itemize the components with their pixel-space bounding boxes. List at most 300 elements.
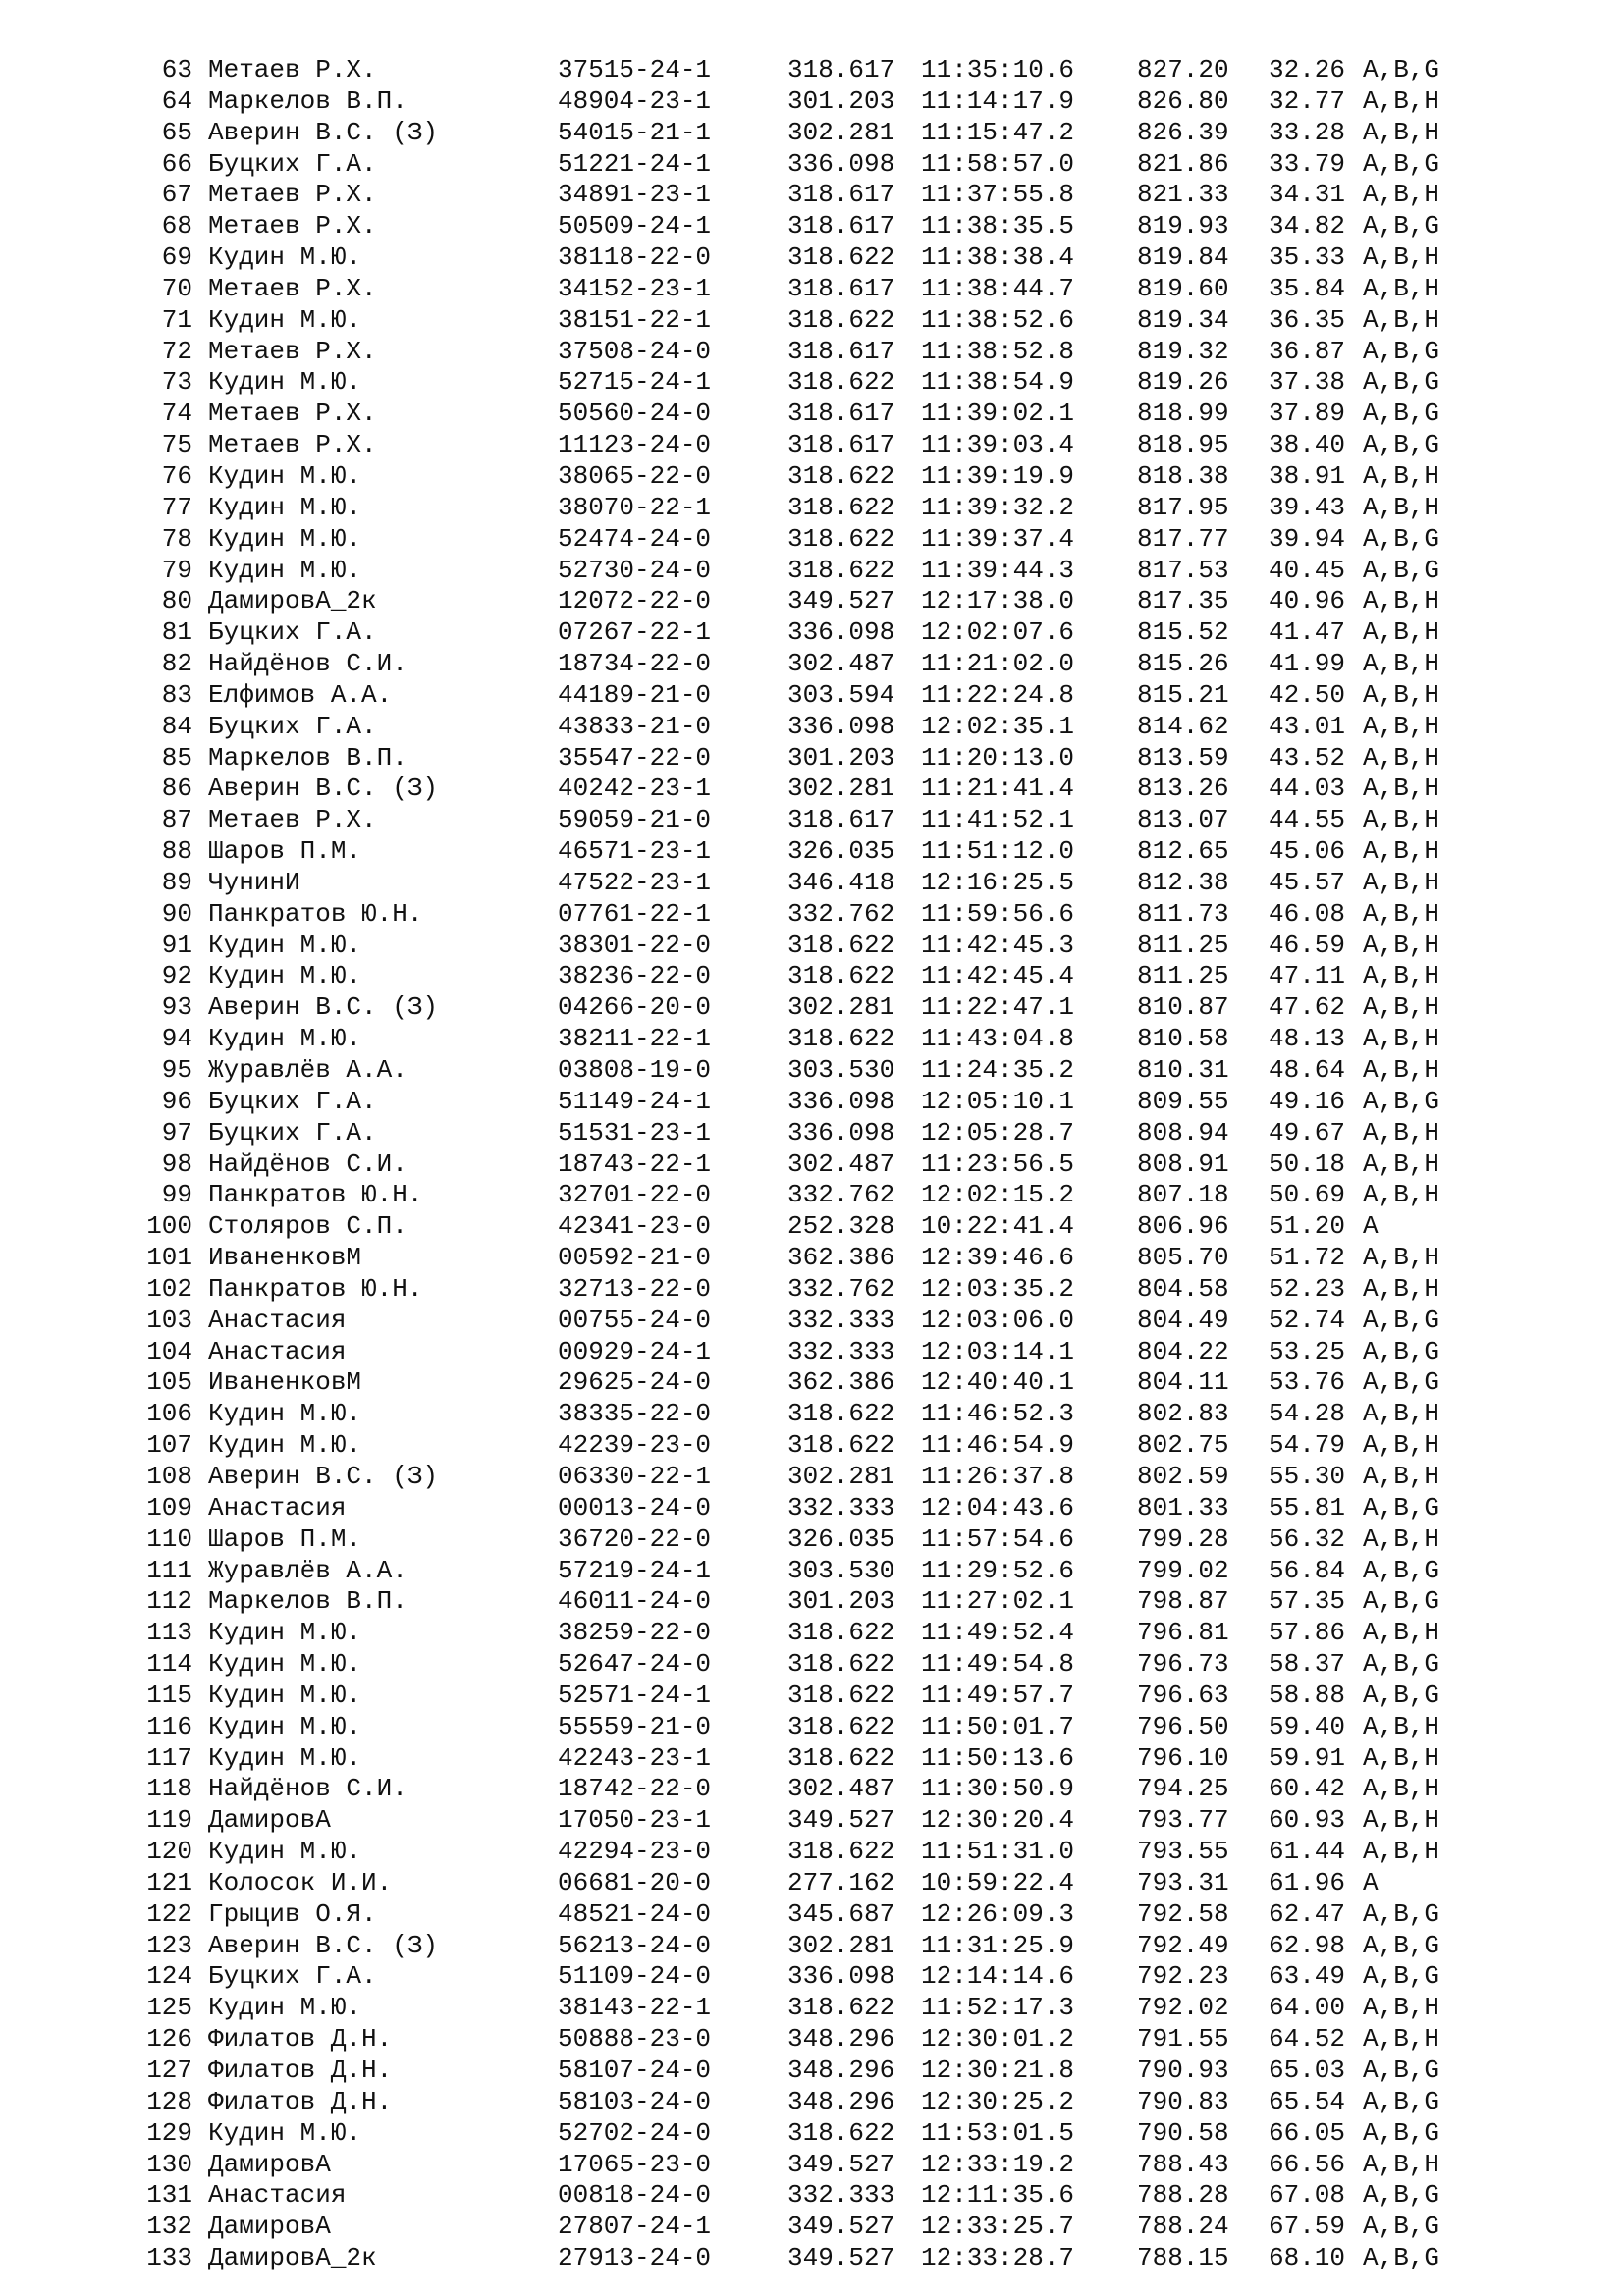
ring-number: 32701-22-0: [558, 1180, 712, 1210]
ring-number: 36720-22-0: [558, 1523, 712, 1554]
coefficient: 38.40: [1269, 430, 1346, 460]
table-row: [0, 992, 1624, 1024]
distance: 318.622: [787, 1711, 895, 1741]
speed: 798.87: [1137, 1586, 1229, 1617]
distance: 336.098: [787, 148, 895, 179]
ring-number: 37508-24-0: [558, 336, 712, 366]
coefficient: 61.44: [1269, 1837, 1346, 1867]
category-flags: A,B,H: [1363, 1742, 1440, 1773]
ring-number: 38236-22-0: [558, 961, 712, 991]
coefficient: 36.87: [1269, 336, 1346, 366]
table-row: [0, 556, 1624, 587]
coefficient: 38.91: [1269, 460, 1346, 491]
participant-name: Кудин М.Ю.: [208, 1837, 362, 1867]
speed: 815.26: [1137, 649, 1229, 679]
arrival-time: 11:39:03.4: [921, 430, 1075, 460]
distance: 318.622: [787, 1837, 895, 1867]
table-row: [0, 680, 1624, 712]
arrival-time: 11:21:02.0: [921, 649, 1075, 679]
place-number: 81: [161, 617, 192, 648]
category-flags: A,B,G: [1363, 148, 1440, 179]
speed: 817.77: [1137, 523, 1229, 554]
participant-name: Кудин М.Ю.: [208, 930, 362, 960]
participant-name: Буцких Г.А.: [208, 1961, 377, 1992]
speed: 790.83: [1137, 2086, 1229, 2116]
place-number: 102: [146, 1273, 192, 1304]
speed: 796.81: [1137, 1618, 1229, 1648]
place-number: 74: [161, 399, 192, 429]
speed: 805.70: [1137, 1243, 1229, 1273]
coefficient: 60.42: [1269, 1774, 1346, 1804]
participant-name: Кудин М.Ю.: [208, 555, 362, 585]
category-flags: A,B,H: [1363, 1837, 1440, 1867]
participant-name: Кудин М.Ю.: [208, 1430, 362, 1461]
arrival-time: 11:38:52.6: [921, 304, 1075, 335]
category-flags: A,B,H: [1363, 304, 1440, 335]
coefficient: 52.74: [1269, 1305, 1346, 1335]
table-row: [0, 1055, 1624, 1087]
ring-number: 00929-24-1: [558, 1336, 712, 1366]
participant-name: Шаров П.М.: [208, 1523, 362, 1554]
participant-name: Найдёнов С.И.: [208, 1148, 407, 1179]
participant-name: Метаев Р.Х.: [208, 399, 377, 429]
category-flags: A,B,G: [1363, 2212, 1440, 2242]
arrival-time: 11:22:24.8: [921, 679, 1075, 710]
table-row: [0, 149, 1624, 181]
participant-name: Кудин М.Ю.: [208, 2117, 362, 2148]
arrival-time: 12:03:14.1: [921, 1336, 1075, 1366]
participant-name: Кудин М.Ю.: [208, 1711, 362, 1741]
category-flags: A,B,H: [1363, 836, 1440, 867]
arrival-time: 12:33:25.7: [921, 2212, 1075, 2242]
speed: 808.91: [1137, 1148, 1229, 1179]
category-flags: A,B,H: [1363, 1243, 1440, 1273]
participant-name: Аверин В.С. (З): [208, 1461, 439, 1491]
distance: 318.622: [787, 1399, 895, 1429]
coefficient: 66.05: [1269, 2117, 1346, 2148]
coefficient: 44.03: [1269, 774, 1346, 804]
category-flags: A,B,H: [1363, 586, 1440, 616]
category-flags: A,B,G: [1363, 55, 1440, 84]
distance: 336.098: [787, 1961, 895, 1992]
distance: 318.617: [787, 55, 895, 84]
table-row: [0, 524, 1624, 556]
table-row: [0, 805, 1624, 836]
coefficient: 49.16: [1269, 1086, 1346, 1116]
participant-name: Панкратов Ю.Н.: [208, 1180, 423, 1210]
speed: 809.55: [1137, 1086, 1229, 1116]
ring-number: 52571-24-1: [558, 1680, 712, 1710]
coefficient: 40.96: [1269, 586, 1346, 616]
table-row: [0, 1337, 1624, 1368]
place-number: 80: [161, 586, 192, 616]
arrival-time: 11:46:52.3: [921, 1399, 1075, 1429]
distance: 336.098: [787, 711, 895, 741]
speed: 792.02: [1137, 1993, 1229, 2023]
distance: 348.296: [787, 2024, 895, 2055]
arrival-time: 12:16:25.5: [921, 867, 1075, 897]
distance: 318.622: [787, 523, 895, 554]
coefficient: 44.55: [1269, 805, 1346, 835]
arrival-time: 11:38:35.5: [921, 211, 1075, 241]
coefficient: 55.30: [1269, 1461, 1346, 1491]
arrival-time: 12:02:15.2: [921, 1180, 1075, 1210]
table-row: [0, 1211, 1624, 1243]
coefficient: 37.89: [1269, 399, 1346, 429]
distance: 252.328: [787, 1211, 895, 1242]
category-flags: A,B,G: [1363, 1961, 1440, 1992]
speed: 806.96: [1137, 1211, 1229, 1242]
participant-name: Кудин М.Ю.: [208, 1399, 362, 1429]
participant-name: ИваненковМ: [208, 1367, 362, 1398]
table-row: [0, 2180, 1624, 2212]
arrival-time: 12:26:09.3: [921, 1898, 1075, 1929]
category-flags: A,B,H: [1363, 2149, 1440, 2179]
distance: 349.527: [787, 1805, 895, 1836]
coefficient: 59.40: [1269, 1711, 1346, 1741]
place-number: 84: [161, 711, 192, 741]
ring-number: 07761-22-1: [558, 898, 712, 929]
speed: 801.33: [1137, 1492, 1229, 1522]
arrival-time: 11:23:56.5: [921, 1148, 1075, 1179]
coefficient: 46.59: [1269, 930, 1346, 960]
place-number: 119: [146, 1805, 192, 1836]
speed: 792.23: [1137, 1961, 1229, 1992]
coefficient: 56.84: [1269, 1555, 1346, 1585]
place-number: 133: [146, 2243, 192, 2273]
ring-number: 42341-23-0: [558, 1211, 712, 1242]
category-flags: A,B,G: [1363, 211, 1440, 241]
arrival-time: 11:50:13.6: [921, 1742, 1075, 1773]
category-flags: A,B,G: [1363, 1555, 1440, 1585]
ring-number: 00818-24-0: [558, 2180, 712, 2211]
distance: 332.333: [787, 1492, 895, 1522]
arrival-time: 11:20:13.0: [921, 742, 1075, 773]
coefficient: 32.77: [1269, 85, 1346, 116]
place-number: 82: [161, 649, 192, 679]
speed: 817.35: [1137, 586, 1229, 616]
ring-number: 52647-24-0: [558, 1649, 712, 1680]
distance: 348.296: [787, 2056, 895, 2085]
ring-number: 46011-24-0: [558, 1586, 712, 1617]
coefficient: 63.49: [1269, 1961, 1346, 1992]
table-row: [0, 242, 1624, 274]
category-flags: A,B,H: [1363, 1180, 1440, 1210]
distance: 348.296: [787, 2086, 895, 2116]
speed: 788.43: [1137, 2149, 1229, 2179]
coefficient: 34.31: [1269, 180, 1346, 210]
coefficient: 57.86: [1269, 1618, 1346, 1648]
category-flags: A,B,H: [1363, 1399, 1440, 1429]
category-flags: A,B,G: [1363, 1305, 1440, 1335]
participant-name: Буцких Г.А.: [208, 1086, 377, 1116]
place-number: 105: [146, 1367, 192, 1398]
arrival-time: 11:38:44.7: [921, 273, 1075, 303]
table-row: [0, 586, 1624, 617]
arrival-time: 11:26:37.8: [921, 1461, 1075, 1491]
arrival-time: 12:03:06.0: [921, 1305, 1075, 1335]
participant-name: Кудин М.Ю.: [208, 1993, 362, 2023]
table-row: [0, 1681, 1624, 1712]
results-list: [0, 55, 1624, 2274]
coefficient: 68.10: [1269, 2243, 1346, 2273]
ring-number: 58107-24-0: [558, 2056, 712, 2085]
distance: 318.622: [787, 460, 895, 491]
table-row: [0, 305, 1624, 337]
speed: 815.52: [1137, 617, 1229, 648]
participant-name: Найдёнов С.И.: [208, 1774, 407, 1804]
participant-name: ДамировА: [208, 2149, 331, 2179]
place-number: 113: [146, 1618, 192, 1648]
table-row: [0, 836, 1624, 868]
table-row: [0, 1712, 1624, 1743]
participant-name: Кудин М.Ю.: [208, 1742, 362, 1773]
participant-name: Анастасия: [208, 1492, 347, 1522]
table-row: [0, 1149, 1624, 1181]
coefficient: 42.50: [1269, 679, 1346, 710]
place-number: 108: [146, 1461, 192, 1491]
participant-name: Буцких Г.А.: [208, 1117, 377, 1148]
ring-number: 18743-22-1: [558, 1148, 712, 1179]
table-row: [0, 1243, 1624, 1274]
category-flags: A,B,G: [1363, 555, 1440, 585]
speed: 817.53: [1137, 555, 1229, 585]
place-number: 83: [161, 679, 192, 710]
speed: 810.31: [1137, 1055, 1229, 1085]
place-number: 72: [161, 336, 192, 366]
distance: 318.617: [787, 399, 895, 429]
coefficient: 65.03: [1269, 2056, 1346, 2085]
arrival-time: 11:24:35.2: [921, 1055, 1075, 1085]
table-row: [0, 899, 1624, 931]
arrival-time: 12:30:25.2: [921, 2086, 1075, 2116]
speed: 802.83: [1137, 1399, 1229, 1429]
table-row: [0, 1087, 1624, 1118]
arrival-time: 11:21:41.4: [921, 774, 1075, 804]
participant-name: Кудин М.Ю.: [208, 1024, 362, 1054]
category-flags: A,B,H: [1363, 85, 1440, 116]
place-number: 114: [146, 1649, 192, 1680]
category-flags: A,B,G: [1363, 2056, 1440, 2085]
distance: 336.098: [787, 1117, 895, 1148]
ring-number: 38335-22-0: [558, 1399, 712, 1429]
coefficient: 33.28: [1269, 117, 1346, 147]
ring-number: 06681-20-0: [558, 1867, 712, 1897]
table-row: [0, 1024, 1624, 1055]
ring-number: 40242-23-1: [558, 774, 712, 804]
speed: 802.75: [1137, 1430, 1229, 1461]
arrival-time: 11:39:32.2: [921, 492, 1075, 522]
table-row: [0, 337, 1624, 368]
table-row: [0, 55, 1624, 86]
place-number: 116: [146, 1711, 192, 1741]
participant-name: Буцких Г.А.: [208, 148, 377, 179]
category-flags: A,B,H: [1363, 1024, 1440, 1054]
participant-name: Метаев Р.Х.: [208, 55, 377, 84]
arrival-time: 12:30:20.4: [921, 1805, 1075, 1836]
participant-name: Аверин В.С. (З): [208, 117, 439, 147]
place-number: 104: [146, 1336, 192, 1366]
ring-number: 12072-22-0: [558, 586, 712, 616]
category-flags: A,B,G: [1363, 2086, 1440, 2116]
distance: 336.098: [787, 617, 895, 648]
coefficient: 46.08: [1269, 898, 1346, 929]
ring-number: 42294-23-0: [558, 1837, 712, 1867]
coefficient: 43.01: [1269, 711, 1346, 741]
participant-name: Елфимов А.А.: [208, 679, 393, 710]
arrival-time: 12:39:46.6: [921, 1243, 1075, 1273]
speed: 814.62: [1137, 711, 1229, 741]
arrival-time: 12:33:19.2: [921, 2149, 1075, 2179]
distance: 362.386: [787, 1367, 895, 1398]
table-row: [0, 1524, 1624, 1556]
place-number: 129: [146, 2117, 192, 2148]
table-row: [0, 2118, 1624, 2150]
arrival-time: 12:02:07.6: [921, 617, 1075, 648]
category-flags: A,B,G: [1363, 399, 1440, 429]
participant-name: Метаев Р.Х.: [208, 180, 377, 210]
place-number: 73: [161, 367, 192, 398]
category-flags: A,B,H: [1363, 492, 1440, 522]
arrival-time: 11:51:12.0: [921, 836, 1075, 867]
coefficient: 54.28: [1269, 1399, 1346, 1429]
arrival-time: 11:43:04.8: [921, 1024, 1075, 1054]
coefficient: 51.72: [1269, 1243, 1346, 1273]
participant-name: Буцких Г.А.: [208, 617, 377, 648]
category-flags: A,B,G: [1363, 1492, 1440, 1522]
distance: 318.617: [787, 180, 895, 210]
arrival-time: 11:39:44.3: [921, 555, 1075, 585]
category-flags: A,B,H: [1363, 961, 1440, 991]
speed: 819.26: [1137, 367, 1229, 398]
place-number: 126: [146, 2024, 192, 2055]
table-row: [0, 1743, 1624, 1775]
distance: 301.203: [787, 742, 895, 773]
coefficient: 64.00: [1269, 1993, 1346, 2023]
distance: 332.762: [787, 898, 895, 929]
table-row: [0, 1556, 1624, 1587]
place-number: 76: [161, 460, 192, 491]
table-row: [0, 774, 1624, 805]
table-row: [0, 493, 1624, 524]
place-number: 63: [161, 55, 192, 84]
ring-number: 47522-23-1: [558, 867, 712, 897]
speed: 790.93: [1137, 2056, 1229, 2085]
category-flags: A,B,H: [1363, 180, 1440, 210]
arrival-time: 11:29:52.6: [921, 1555, 1075, 1585]
ring-number: 58103-24-0: [558, 2086, 712, 2116]
category-flags: A,B,H: [1363, 898, 1440, 929]
table-row: [0, 1899, 1624, 1931]
ring-number: 17050-23-1: [558, 1805, 712, 1836]
ring-number: 35547-22-0: [558, 742, 712, 773]
arrival-time: 12:05:28.7: [921, 1117, 1075, 1148]
participant-name: Грыцив О.Я.: [208, 1898, 377, 1929]
arrival-time: 12:33:28.7: [921, 2243, 1075, 2273]
arrival-time: 12:03:35.2: [921, 1273, 1075, 1304]
place-number: 103: [146, 1305, 192, 1335]
speed: 819.32: [1137, 336, 1229, 366]
arrival-time: 12:30:01.2: [921, 2024, 1075, 2055]
participant-name: Кудин М.Ю.: [208, 492, 362, 522]
arrival-time: 11:42:45.4: [921, 961, 1075, 991]
coefficient: 66.56: [1269, 2149, 1346, 2179]
distance: 332.762: [787, 1180, 895, 1210]
place-number: 100: [146, 1211, 192, 1242]
category-flags: A,B,H: [1363, 1461, 1440, 1491]
arrival-time: 12:17:38.0: [921, 586, 1075, 616]
speed: 810.87: [1137, 992, 1229, 1023]
table-row: [0, 743, 1624, 774]
participant-name: Журавлёв А.А.: [208, 1055, 407, 1085]
ring-number: 42243-23-1: [558, 1742, 712, 1773]
table-row: [0, 617, 1624, 649]
distance: 332.333: [787, 1336, 895, 1366]
distance: 302.487: [787, 1774, 895, 1804]
distance: 362.386: [787, 1243, 895, 1273]
place-number: 87: [161, 805, 192, 835]
coefficient: 49.67: [1269, 1117, 1346, 1148]
table-row: [0, 961, 1624, 992]
place-number: 130: [146, 2149, 192, 2179]
arrival-time: 11:38:54.9: [921, 367, 1075, 398]
arrival-time: 11:50:01.7: [921, 1711, 1075, 1741]
speed: 804.11: [1137, 1367, 1229, 1398]
coefficient: 53.76: [1269, 1367, 1346, 1398]
table-row: [0, 430, 1624, 461]
place-number: 77: [161, 492, 192, 522]
speed: 807.18: [1137, 1180, 1229, 1210]
participant-name: Найдёнов С.И.: [208, 649, 407, 679]
table-row: [0, 2024, 1624, 2056]
category-flags: A,B,H: [1363, 1273, 1440, 1304]
speed: 813.26: [1137, 774, 1229, 804]
table-row: [0, 1367, 1624, 1399]
speed: 796.73: [1137, 1649, 1229, 1680]
category-flags: A,B,G: [1363, 1898, 1440, 1929]
category-flags: A,B,H: [1363, 711, 1440, 741]
coefficient: 41.47: [1269, 617, 1346, 648]
category-flags: A: [1363, 1211, 1379, 1242]
place-number: 128: [146, 2086, 192, 2116]
ring-number: 44189-21-0: [558, 679, 712, 710]
arrival-time: 11:35:10.6: [921, 55, 1075, 84]
speed: 827.20: [1137, 55, 1229, 84]
place-number: 120: [146, 1837, 192, 1867]
speed: 794.25: [1137, 1774, 1229, 1804]
category-flags: A,B,H: [1363, 1117, 1440, 1148]
speed: 804.58: [1137, 1273, 1229, 1304]
speed: 788.15: [1137, 2243, 1229, 2273]
category-flags: A,B,G: [1363, 1367, 1440, 1398]
coefficient: 35.33: [1269, 242, 1346, 273]
place-number: 91: [161, 930, 192, 960]
arrival-time: 11:27:02.1: [921, 1586, 1075, 1617]
participant-name: ДамировА: [208, 2212, 331, 2242]
coefficient: 36.35: [1269, 304, 1346, 335]
distance: 318.622: [787, 1993, 895, 2023]
category-flags: A,B,H: [1363, 742, 1440, 773]
arrival-time: 11:49:52.4: [921, 1618, 1075, 1648]
participant-name: Колосок И.И.: [208, 1867, 393, 1897]
distance: 318.622: [787, 304, 895, 335]
distance: 318.617: [787, 430, 895, 460]
ring-number: 52702-24-0: [558, 2117, 712, 2148]
place-number: 68: [161, 211, 192, 241]
place-number: 66: [161, 148, 192, 179]
ring-number: 57219-24-1: [558, 1555, 712, 1585]
speed: 793.31: [1137, 1867, 1229, 1897]
